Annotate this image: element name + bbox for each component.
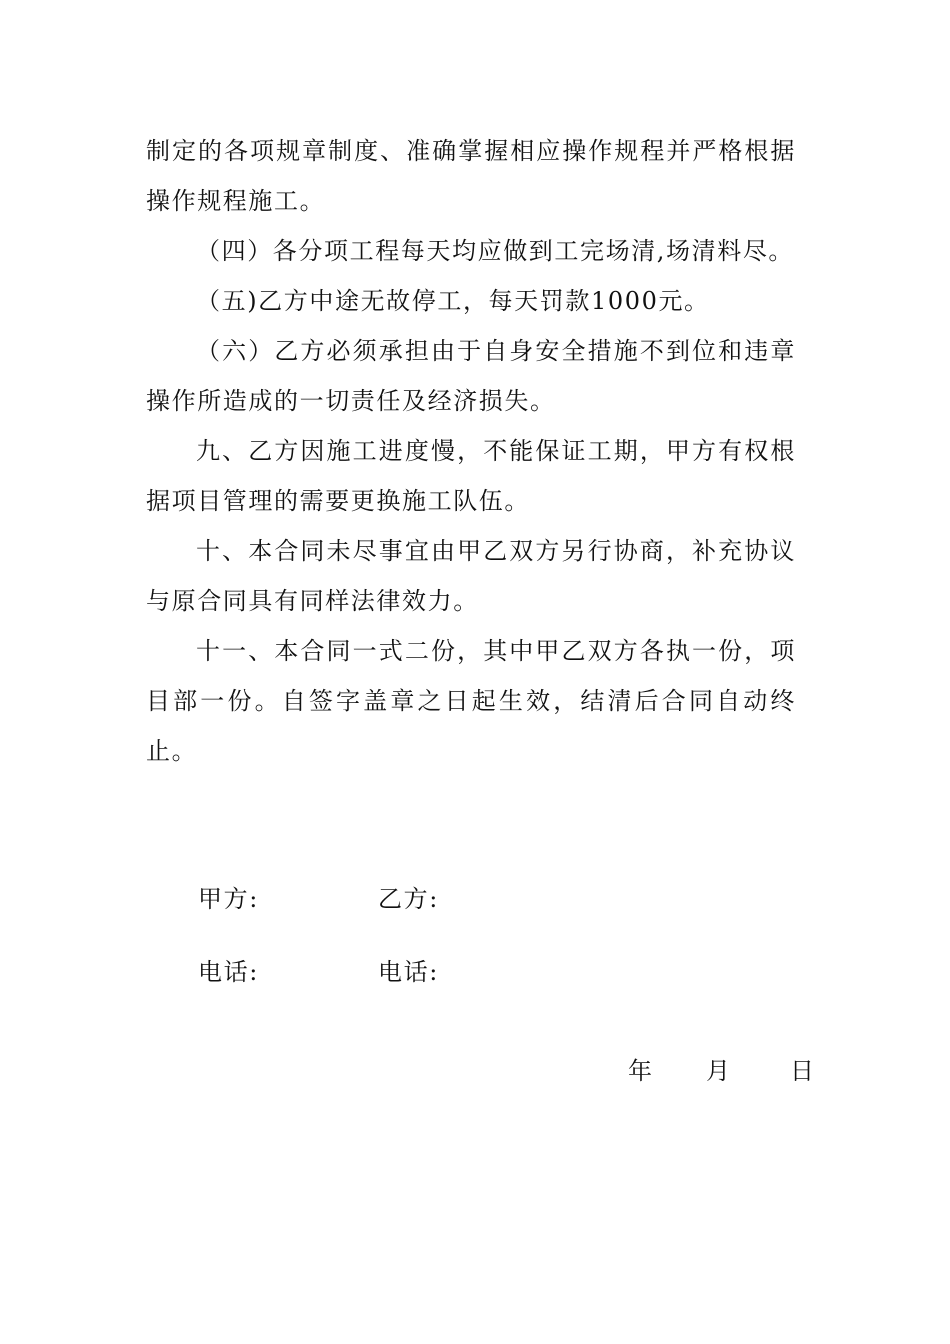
phone-a-label: 电话: — [198, 958, 259, 986]
paragraph-article-9: 九、乙方因施工进度慢，不能保证工期，甲方有权根据项目管理的需要更换施工队伍。 — [146, 437, 796, 515]
date-month-label: 月 — [706, 1057, 730, 1085]
signing-date-line — [628, 1056, 814, 1086]
paragraph-article-11: 十一、本合同一式二份，其中甲乙双方各执一份，项目部一份。自签字盖章之日起生效，结清后合同自动终止。 — [146, 637, 796, 765]
paragraph-article-10: 十、本合同未尽事宜由甲乙双方另行协商，补充协议与原合同具有同样法律效力。 — [146, 537, 796, 615]
paragraph-clause-4: （四）各分项工程每天均应做到工完场清,场清料尽。 — [196, 237, 795, 265]
party-b-label: 乙方: — [378, 885, 439, 913]
signature-party-row — [198, 884, 439, 914]
date-day-label: 日 — [790, 1057, 814, 1085]
paragraph-clause-6: （六）乙方必须承担由于自身安全措施不到位和违章操作所造成的一切责任及经济损失。 — [146, 337, 796, 415]
paragraph-clause-5: （五)乙方中途无故停工，每天罚款1000元。 — [196, 287, 710, 315]
phone-b-label: 电话: — [378, 958, 439, 986]
paragraph-regulations: 制定的各项规章制度、准确掌握相应操作规程并严格根据操作规程施工。 — [146, 137, 796, 215]
party-a-label: 甲方: — [198, 885, 259, 913]
contract-body — [146, 126, 796, 776]
date-year-label: 年 — [628, 1057, 652, 1085]
signature-phone-row — [198, 957, 439, 987]
